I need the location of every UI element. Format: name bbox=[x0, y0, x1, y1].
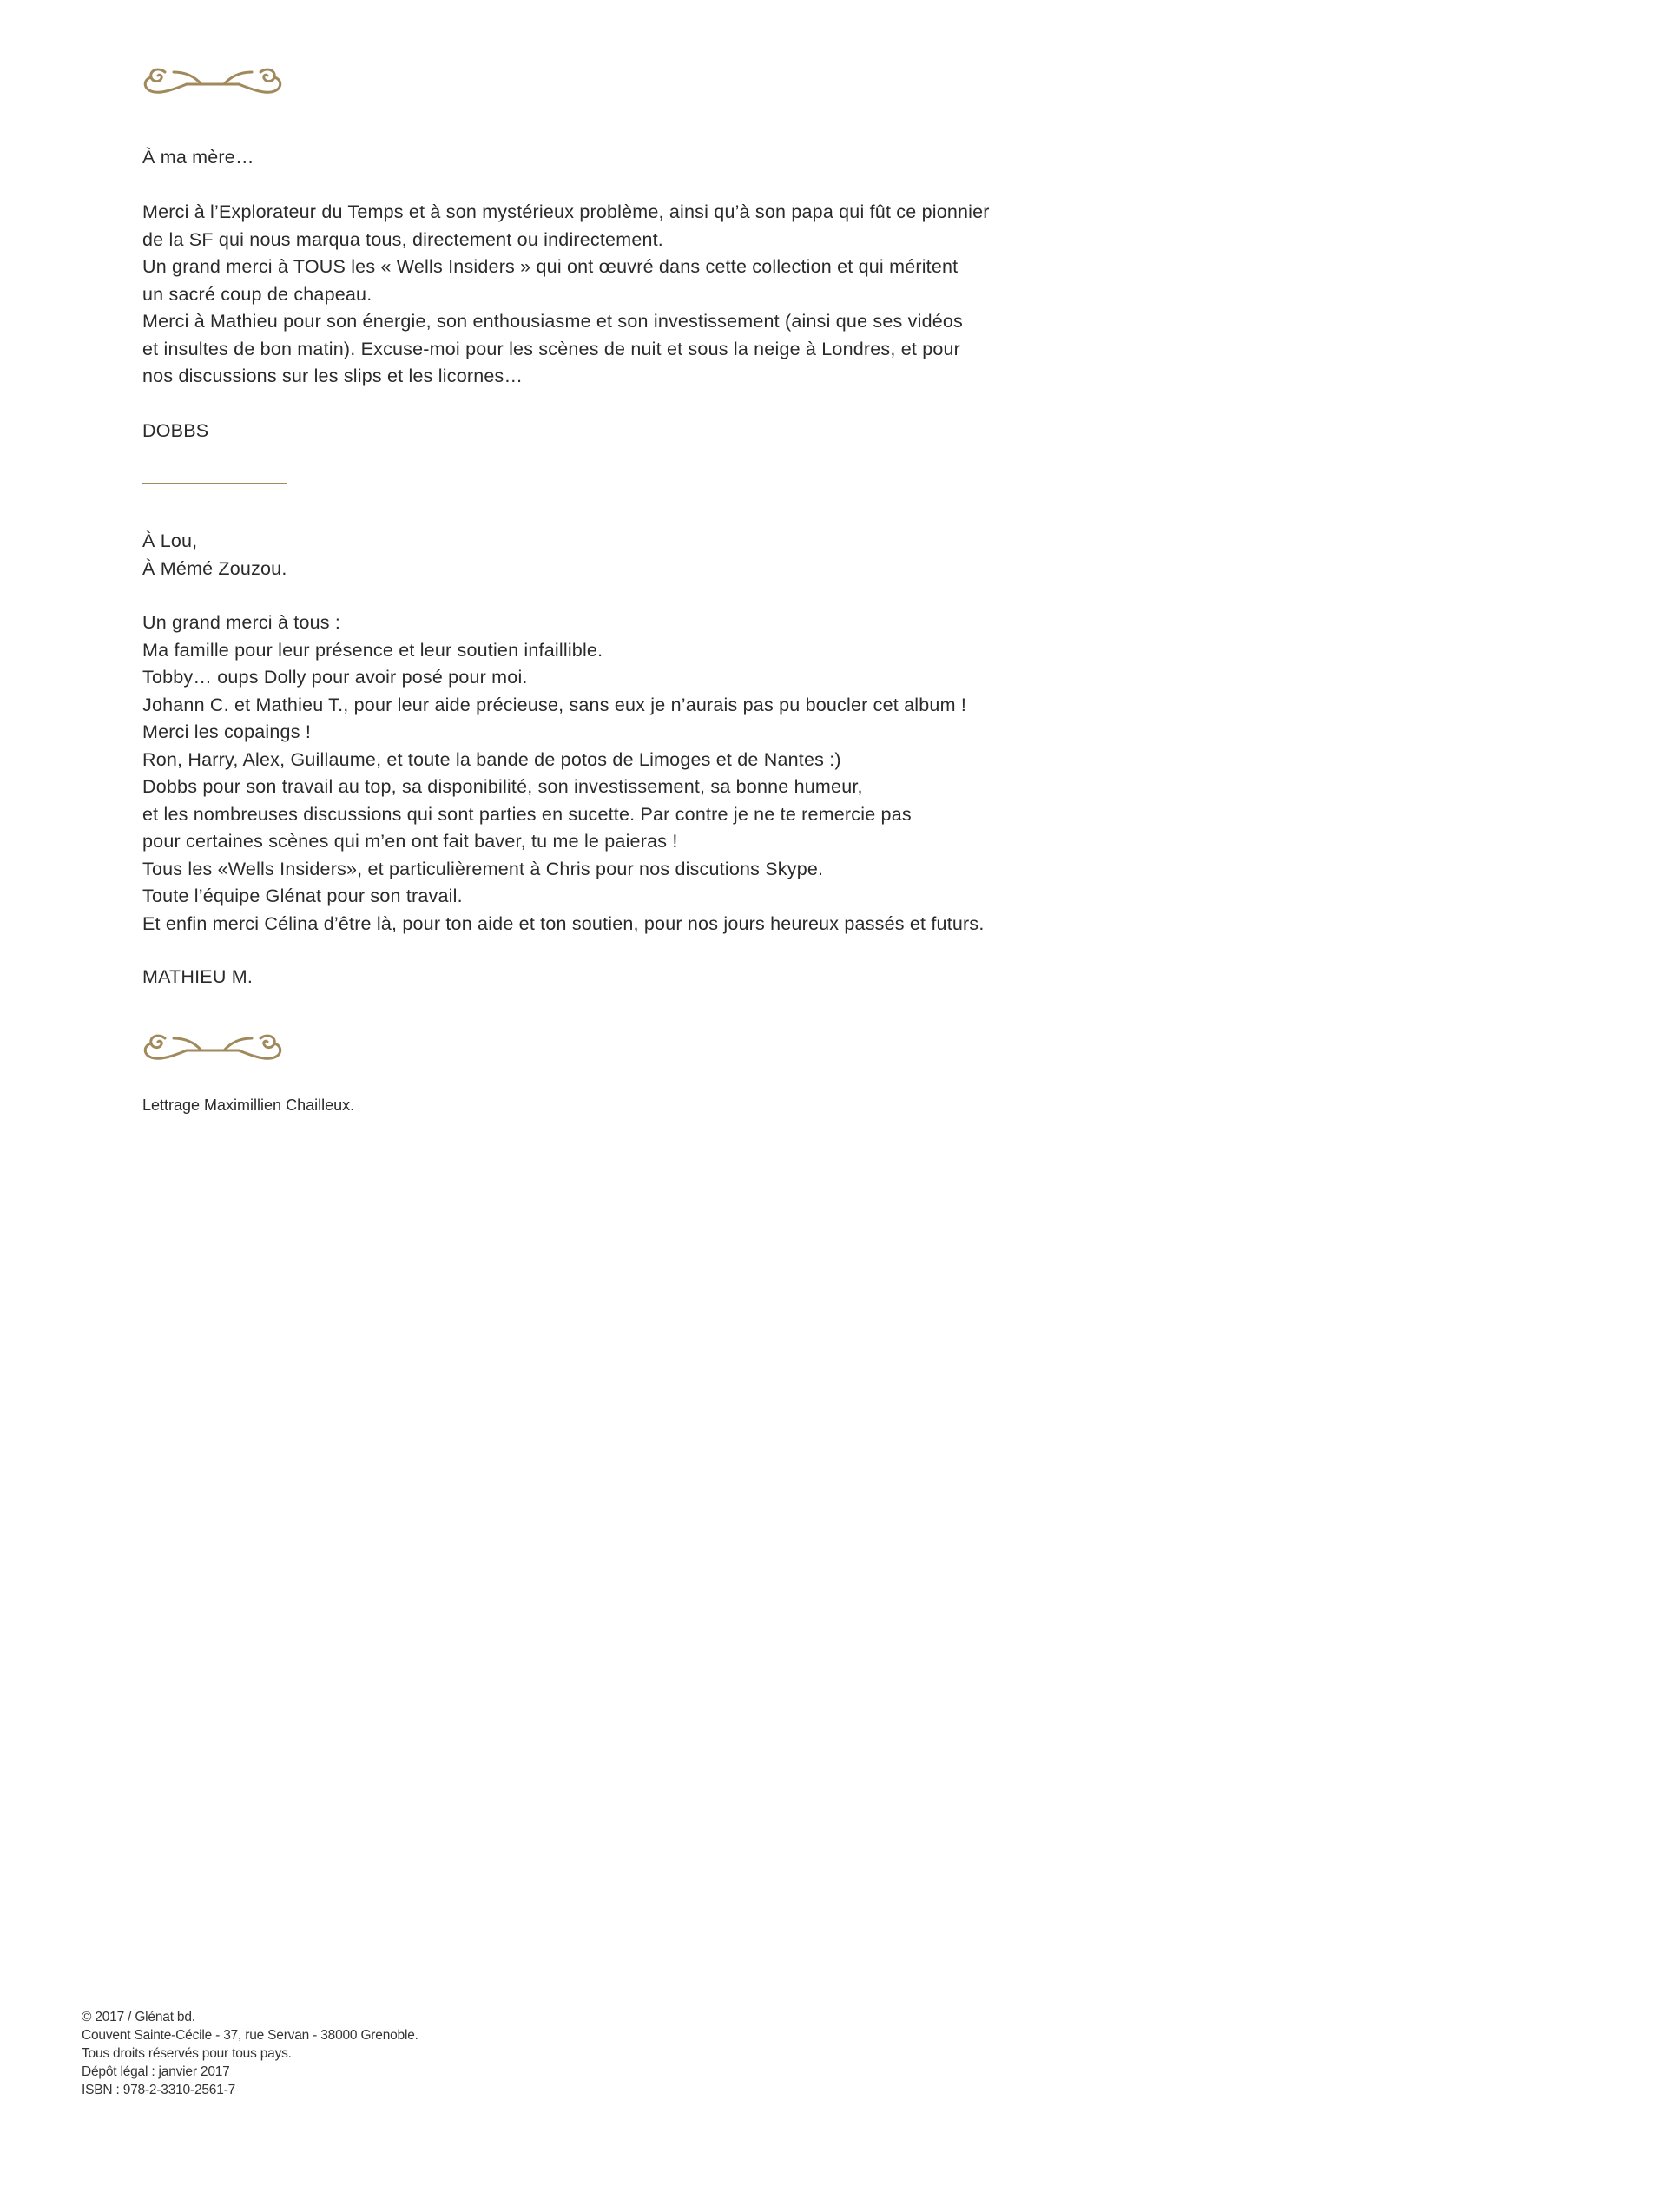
dobbs-signature: DOBBS bbox=[142, 420, 209, 441]
dobbs-thanks-line: et insultes de bon matin). Excuse-moi pour les scènes de nuit et sous la neige à Londres, et pour bbox=[142, 338, 961, 359]
top-flourish-ornament-icon bbox=[139, 55, 287, 98]
legal-deposit-line: Dépôt légal : janvier 2017 bbox=[82, 2064, 230, 2079]
mathieu-thanks-line: Merci les copaings ! bbox=[142, 721, 311, 742]
dedication-dobbs bbox=[142, 144, 1254, 172]
bottom-flourish-ornament-icon bbox=[139, 1021, 287, 1064]
dobbs-greeting: À ma mère… bbox=[142, 147, 254, 168]
copyright-line: © 2017 / Glénat bd. bbox=[82, 2010, 195, 2024]
isbn-line: ISBN : 978-2-3310-2561-7 bbox=[82, 2083, 236, 2097]
mathieu-thanks bbox=[142, 609, 1254, 938]
dobbs-thanks-line: Merci à Mathieu pour son énergie, son enthousiasme et son investissement (ainsi que ses vidéos bbox=[142, 311, 963, 332]
mathieu-thanks-line: Dobbs pour son travail au top, sa disponibilité, son investissement, sa bonne humeur, bbox=[142, 776, 863, 797]
dedication-mathieu bbox=[142, 528, 1254, 583]
mathieu-thanks-line: et les nombreuses discussions qui sont parties en sucette. Par contre je ne te remercie pas bbox=[142, 803, 912, 825]
mathieu-signature-block bbox=[142, 964, 1254, 991]
address-line: Couvent Sainte-Cécile - 37, rue Servan - 38000 Grenoble. bbox=[82, 2028, 418, 2043]
mathieu-thanks-line: Tobby… oups Dolly pour avoir posé pour moi. bbox=[142, 667, 528, 688]
mathieu-thanks-line: Toute l’équipe Glénat pour son travail. bbox=[142, 885, 463, 906]
mathieu-thanks-line: Un grand merci à tous : bbox=[142, 612, 341, 633]
mathieu-greeting-line: À Lou, bbox=[142, 530, 198, 551]
mathieu-thanks-line: Ma famille pour leur présence et leur soutien infaillible. bbox=[142, 639, 603, 661]
section-divider bbox=[142, 483, 287, 484]
mathieu-signature: MATHIEU M. bbox=[142, 966, 254, 987]
mathieu-thanks-line: Ron, Harry, Alex, Guillaume, et toute la bande de potos de Limoges et de Nantes :) bbox=[142, 748, 841, 770]
mathieu-thanks-line: Tous les «Wells Insiders», et particulièrement à Chris pour nos discutions Skype. bbox=[142, 858, 824, 879]
dobbs-thanks-line: un sacré coup de chapeau. bbox=[142, 283, 372, 305]
dobbs-signature-block bbox=[142, 418, 1254, 445]
legal-notice bbox=[82, 2008, 418, 2099]
mathieu-thanks-line: Johann C. et Mathieu T., pour leur aide précieuse, sans eux je n’aurais pas pu boucler cet album ! bbox=[142, 694, 967, 715]
mathieu-thanks-line: Et enfin merci Célina d’être là, pour ton aide et ton soutien, pour nos jours heureux passés et futurs. bbox=[142, 912, 985, 934]
lettering-credit: Lettrage Maximillien Chailleux. bbox=[142, 1096, 355, 1114]
dobbs-thanks-line: Merci à l’Explorateur du Temps et à son mystérieux problème, ainsi qu’à son papa qui fût ce pionnier bbox=[142, 201, 990, 222]
dobbs-thanks-line: de la SF qui nous marqua tous, directement ou indirectement. bbox=[142, 228, 663, 250]
mathieu-greeting-line: À Mémé Zouzou. bbox=[142, 557, 287, 579]
dobbs-thanks-line: Un grand merci à TOUS les « Wells Insiders » qui ont œuvré dans cette collection et qui méritent bbox=[142, 256, 959, 277]
rights-line: Tous droits réservés pour tous pays. bbox=[82, 2046, 292, 2061]
mathieu-thanks-line: pour certaines scènes qui m’en ont fait baver, tu me le paieras ! bbox=[142, 831, 678, 852]
dobbs-thanks-line: nos discussions sur les slips et les licornes… bbox=[142, 365, 524, 386]
dobbs-thanks bbox=[142, 199, 1254, 391]
